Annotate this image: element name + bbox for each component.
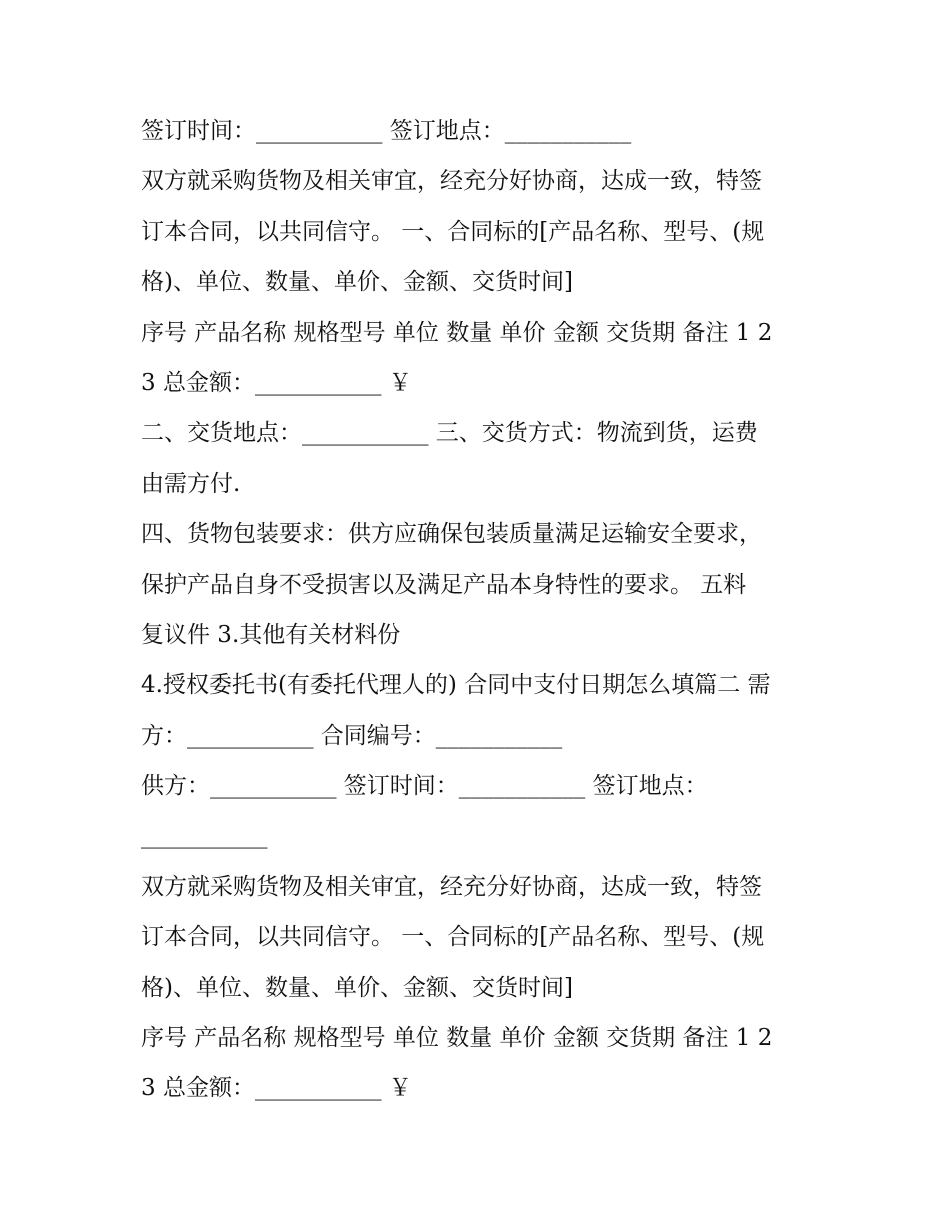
packaging-line: 四、货物包装要求：供方应确保包装质量满足运输安全要求，: [141, 521, 762, 548]
text-line: 保护产品自身不受损害以及满足产品本身特性的要求。 五料: [141, 571, 747, 598]
buyer-contract-number-line: 方：___________ 合同编号：___________: [141, 722, 563, 749]
table-header-line: 序号 产品名称 规格型号 单位 数量 单价 金额 交货期 备注 1 2: [141, 1025, 773, 1052]
table-header-line: 序号 产品名称 规格型号 单位 数量 单价 金额 交货期 备注 1 2: [141, 319, 773, 346]
delivery-line: 二、交货地点：___________ 三、交货方式：物流到货，运费: [141, 420, 758, 447]
text-line: 双方就采购货物及相关审宜，经充分好协商，达成一致，特签: [141, 168, 762, 195]
supplier-line: 供方：___________ 签订时间：___________ 签订地点：: [141, 773, 708, 800]
total-amount-line: 3 总金额：___________ ￥: [141, 369, 412, 396]
text-line: 双方就采购货物及相关审宜，经充分好协商，达成一致，特签: [141, 873, 762, 900]
text-line: 格)、单位、数量、单价、金额、交货时间]: [141, 974, 573, 1001]
text-line: 订本合同，以共同信守。 一、合同标的[产品名称、型号、(规: [141, 924, 765, 951]
signing-time-place-line: 签订时间：___________ 签订地点：___________: [141, 118, 632, 144]
text-line: 4.授权委托书(有委托代理人的) 合同中支付日期怎么填篇二 需: [141, 672, 771, 699]
signing-place-blank-line: ___________: [141, 823, 268, 850]
text-line: 订本合同，以共同信守。 一、合同标的[产品名称、型号、(规: [141, 218, 765, 245]
text-line: 复议件 3.其他有关材料份: [141, 621, 401, 648]
text-line: 由需方付.: [141, 470, 241, 497]
total-amount-line: 3 总金额：___________ ￥: [141, 1075, 412, 1102]
document-body: [141, 106, 821, 1114]
text-line: 格)、单位、数量、单价、金额、交货时间]: [141, 269, 573, 296]
